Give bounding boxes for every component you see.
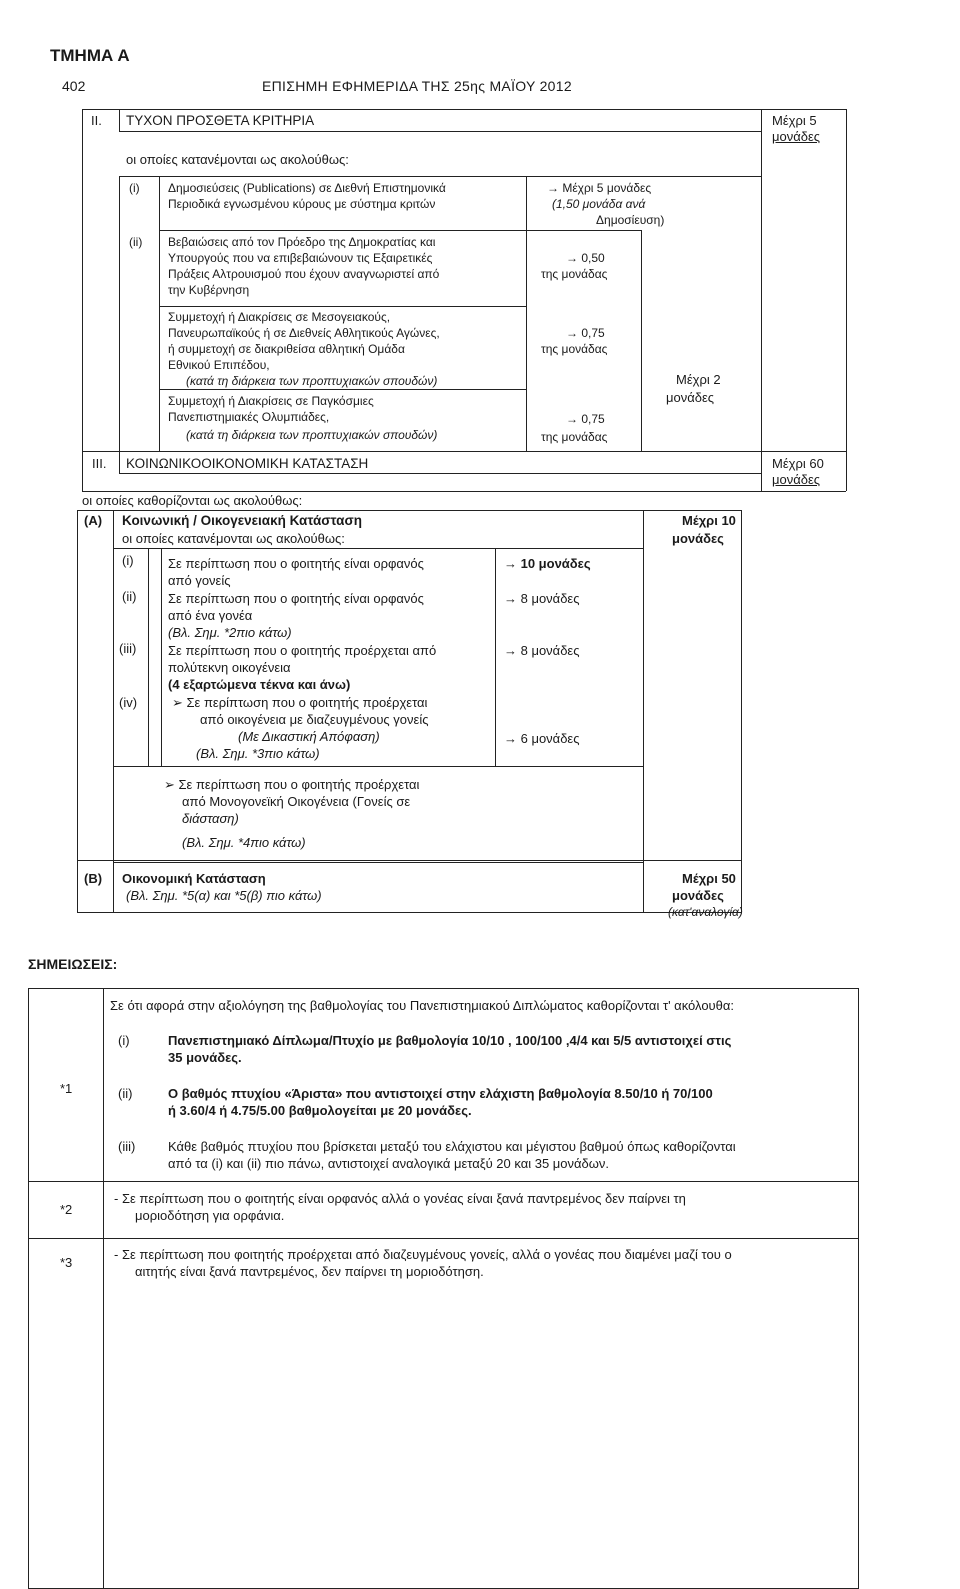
row-text: την Κυβέρνηση bbox=[168, 283, 250, 297]
subsection-b-title: Οικονομική Κατάσταση bbox=[122, 871, 266, 886]
subsection-a-subtitle: οι οποίες κατανέμονται ως ακολούθως: bbox=[122, 531, 345, 546]
section3-subtitle: οι οποίες καθορίζονται ως ακολούθως: bbox=[82, 493, 303, 508]
row-points: → 0,75 bbox=[566, 326, 605, 340]
section2-subtitle: οι οποίες κατανέμονται ως ακολούθως: bbox=[126, 152, 349, 167]
note-item-text: Πανεπιστημιακό Δίπλωμα/Πτυχίο με βαθμολογία 10/10 , 100/100 ,4/4 και 5/5 αντιστοιχεί στις bbox=[168, 1033, 732, 1048]
section2-number: II. bbox=[91, 113, 102, 128]
row-text: Δημοσιεύσεις (Publications) σε Διεθνή Επιστημονικά bbox=[168, 181, 446, 195]
row-text: (Βλ. Σημ. *4πιο κάτω) bbox=[182, 835, 306, 850]
row-points: → Μέχρι 5 μονάδες bbox=[547, 181, 652, 195]
section2-title: ΤΥΧΟΝ ΠΡΟΣΘΕΤΑ ΚΡΙΤΗΡΙΑ bbox=[126, 113, 315, 128]
row-text: Πράξεις Αλτρουισμού που έχουν αναγνωριστεί από bbox=[168, 267, 440, 281]
note-item-index: (ii) bbox=[118, 1086, 133, 1101]
row-text: από γονείς bbox=[168, 573, 231, 588]
gazette-title: ΕΠΙΣΗΜΗ ΕΦΗΜΕΡΙΔΑ ΤΗΣ 25ης ΜΑΪΟΥ 2012 bbox=[262, 78, 572, 94]
row-points: → 6 μονάδες bbox=[504, 731, 580, 746]
section3-max: Μέχρι 60 bbox=[772, 456, 824, 471]
row-text: ➢ Σε περίπτωση που ο φοιτητής προέρχεται bbox=[164, 777, 420, 792]
note-item-text: Ο βαθμός πτυχίου «Άριστα» που αντιστοιχεί στην ελάχιστη βαθμολογία 8.50/10 ή 70/100 bbox=[168, 1086, 713, 1101]
row-text: Βεβαιώσεις από τον Πρόεδρο της Δημοκρατίας και bbox=[168, 235, 436, 249]
row-index: (i) bbox=[122, 553, 134, 568]
row-text: από οικογένεια με διαζευγμένους γονείς bbox=[200, 712, 429, 727]
row-text: Συμμετοχή ή Διακρίσεις σε Παγκόσμιες bbox=[168, 394, 374, 408]
group-max-unit: μονάδες bbox=[666, 390, 715, 405]
section3-number: III. bbox=[92, 456, 107, 471]
note-mark: *1 bbox=[60, 1081, 73, 1096]
section3-title: ΚΟΙΝΩΝΙΚΟΟΙΚΟΝΟΜΙΚΗ ΚΑΤΑΣΤΑΣΗ bbox=[126, 456, 369, 471]
row-text: (κατά τη διάρκεια των προπτυχιακών σπουδών) bbox=[186, 428, 438, 442]
row-text: ή συμμετοχή σε διακριθείσα αθλητική Ομάδα bbox=[168, 342, 405, 356]
note-item-index: (i) bbox=[118, 1033, 130, 1048]
section3-max-unit: μονάδες bbox=[772, 472, 821, 487]
row-text: Εθνικού Επιπέδου, bbox=[168, 358, 270, 372]
row-index: (ii) bbox=[122, 589, 137, 604]
page-number: 402 bbox=[62, 78, 86, 94]
row-text: (Με Δικαστική Απόφαση) bbox=[238, 729, 380, 744]
row-text: Συμμετοχή ή Διακρίσεις σε Μεσογειακούς, bbox=[168, 310, 391, 324]
row-points: Δημοσίευση) bbox=[596, 213, 665, 227]
subsection-b-label: (Β) bbox=[84, 871, 103, 886]
row-text: από Μονογονεϊκή Οικογένεια (Γονείς σε bbox=[182, 794, 411, 809]
subsection-b-note: (Βλ. Σημ. *5(α) και *5(β) πιο κάτω) bbox=[126, 888, 322, 903]
note-text: - Σε περίπτωση που ο φοιτητής είναι ορφανός αλλά ο γονέας είναι ξανά παντρεμένος δεν παίρνει τη bbox=[114, 1191, 686, 1206]
note-item-text: ή 3.60/4 ή 4.75/5.00 βαθμολογείται με 20 μονάδες. bbox=[168, 1103, 472, 1118]
subsection-a-title: Κοινωνική / Οικογενειακή Κατάσταση bbox=[122, 513, 362, 528]
row-text: (4 εξαρτώμενα τέκνα και άνω) bbox=[168, 677, 351, 692]
subsection-b-max-note: (κατ'αναλογία) bbox=[668, 905, 743, 919]
row-points: της μονάδας bbox=[541, 430, 608, 444]
notes-intro: Σε ότι αφορά στην αξιολόγηση της βαθμολογίας του Πανεπιστημιακού Διπλώματος καθορίζονται τ' ακόλουθα: bbox=[110, 998, 735, 1013]
row-text: Σε περίπτωση που ο φοιτητής είναι ορφανός bbox=[168, 591, 424, 606]
row-text: ➢ Σε περίπτωση που ο φοιτητής προέρχεται bbox=[172, 695, 428, 710]
row-points: → 0,50 bbox=[566, 251, 605, 265]
row-points: → 0,75 bbox=[566, 412, 605, 426]
row-text: Σε περίπτωση που ο φοιτητής προέρχεται από bbox=[168, 643, 437, 658]
row-points: → 10 μονάδες bbox=[504, 556, 591, 571]
row-points: → 8 μονάδες bbox=[504, 643, 580, 658]
row-text: Περιοδικά εγνωσμένου κύρους με σύστημα κριτών bbox=[168, 197, 436, 211]
note-text: μοριοδότηση για ορφάνια. bbox=[135, 1208, 285, 1223]
row-index: (iv) bbox=[119, 695, 138, 710]
row-index: (ii) bbox=[129, 235, 143, 249]
row-points: της μονάδας bbox=[541, 267, 608, 281]
note-item-text: 35 μονάδες. bbox=[168, 1050, 242, 1065]
subsection-b-max: Μέχρι 50 bbox=[682, 871, 736, 886]
note-text: αιτητής είναι ξανά παντρεμένος, δεν παίρνει τη μοριοδότηση. bbox=[135, 1264, 484, 1279]
row-text: (Βλ. Σημ. *3πιο κάτω) bbox=[196, 746, 320, 761]
note-mark: *3 bbox=[60, 1255, 73, 1270]
note-item-index: (iii) bbox=[118, 1139, 136, 1154]
subsection-a-max: Μέχρι 10 bbox=[682, 513, 736, 528]
row-index: (iii) bbox=[119, 641, 137, 656]
row-text: από ένα γονέα bbox=[168, 608, 253, 623]
row-points: της μονάδας bbox=[541, 342, 608, 356]
row-points: (1,50 μονάδα ανά bbox=[552, 197, 646, 211]
row-text: διάσταση) bbox=[182, 811, 239, 826]
subsection-a-label: (Α) bbox=[84, 513, 103, 528]
subsection-a-max-unit: μονάδες bbox=[672, 531, 724, 546]
section-label: ΤΜΗΜΑ Α bbox=[50, 46, 130, 65]
group-max: Μέχρι 2 bbox=[676, 372, 721, 387]
section2-max: Μέχρι 5 bbox=[772, 113, 817, 128]
row-text: (κατά τη διάρκεια των προπτυχιακών σπουδών) bbox=[186, 374, 438, 388]
row-text: Σε περίπτωση που ο φοιτητής είναι ορφανός bbox=[168, 556, 424, 571]
notes-title: ΣΗΜΕΙΩΣΕΙΣ: bbox=[28, 956, 118, 972]
note-item-text: από τα (i) και (ii) πιο πάνω, αντιστοιχεί αναλογικά μεταξύ 20 και 35 μονάδων. bbox=[168, 1156, 610, 1171]
row-text: πολύτεκνη οικογένεια bbox=[168, 660, 291, 675]
subsection-b-max-unit: μονάδες bbox=[672, 888, 724, 903]
row-points: → 8 μονάδες bbox=[504, 591, 580, 606]
note-item-text: Κάθε βαθμός πτυχίου που βρίσκεται μεταξύ του ελάχιστου και μέγιστου βαθμού όπως καθορίζονται bbox=[168, 1139, 736, 1154]
row-text: Υπουργούς που να επιβεβαιώνουν τις Εξαιρετικές bbox=[168, 251, 433, 265]
row-index: (i) bbox=[129, 181, 140, 195]
row-text: (Βλ. Σημ. *2πιο κάτω) bbox=[168, 625, 292, 640]
note-mark: *2 bbox=[60, 1202, 73, 1217]
row-text: Πανευρωπαϊκούς ή σε Διεθνείς Αθλητικούς Αγώνες, bbox=[168, 326, 440, 340]
note-text: - Σε περίπτωση που φοιτητής προέρχεται από διαζευγμένους γονείς, αλλά ο γονέας που διαμένει μαζί του ο bbox=[114, 1247, 732, 1262]
row-text: Πανεπιστημιακές Ολυμπιάδες, bbox=[168, 410, 330, 424]
section2-max-unit: μονάδες bbox=[772, 129, 821, 144]
